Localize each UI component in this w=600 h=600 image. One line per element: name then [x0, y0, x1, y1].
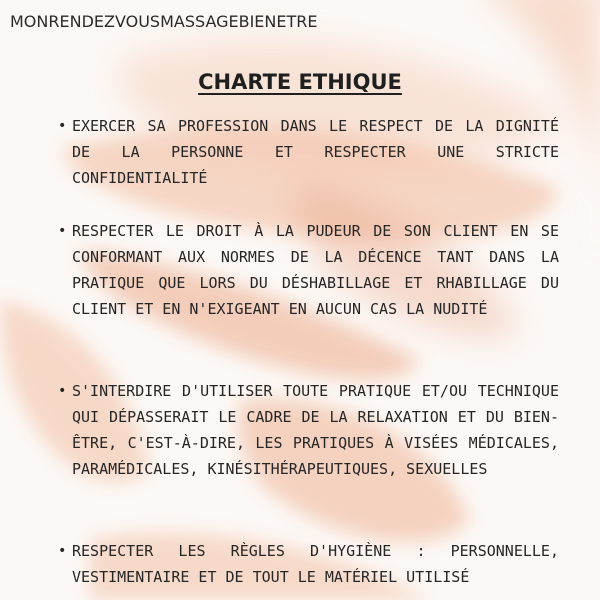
list-item: • RESPECTER LE DROIT À LA PUDEUR DE SON CLIENT EN SE CONFORMANT AUX NORMES DE LA DÉCENCE TANT DANS LA PRATIQUE QUE LORS DU DÉSHABILLAGE ET RHABILLAGE DU CLIENT ET EN N'EXIGEANT EN AUCUN CAS LA NUDITÉ: [72, 218, 559, 322]
list-item: • RESPECTER LES RÈGLES D'HYGIÈNE : PERSONNELLE, VESTIMENTAIRE ET DE TOUT LE MATÉRIEL UTILISÉ: [72, 538, 559, 590]
list-item: • S'INTERDIRE D'UTILISER TOUTE PRATIQUE ET/OU TECHNIQUE QUI DÉPASSERAIT LE CADRE DE LA RELAXATION ET DU BIEN- ÊTRE, C'EST-À-DIRE, LES PRATIQUES À VISÉES MÉDICALES, PARAMÉDICALES, KINÉSITHÉRAPEUTIQUES, SEXUELLES: [72, 378, 559, 482]
list-item: • EXERCER SA PROFESSION DANS LE RESPECT DE LA DIGNITÉ DE LA PERSONNE ET RESPECTER UNE STRICTE CONFIDENTIALITÉ: [72, 113, 559, 191]
page-title-text: CHARTE ETHIQUE: [198, 70, 402, 94]
brand-name: MONRENDEZVOUSMASSAGEBIENETRE: [10, 12, 318, 31]
